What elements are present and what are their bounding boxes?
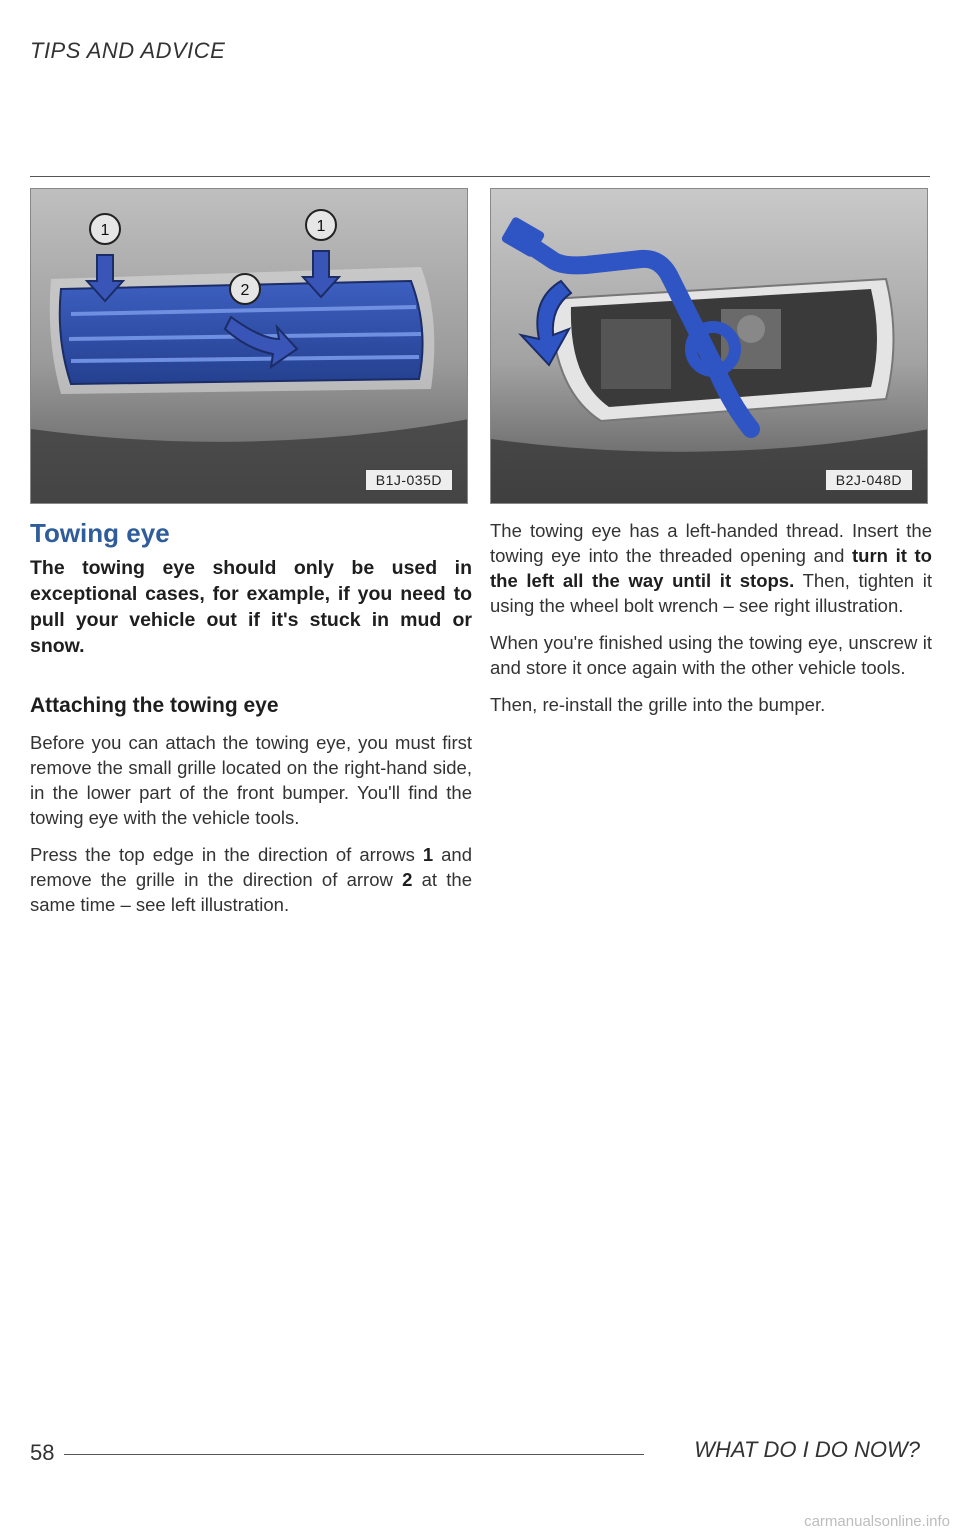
paragraph-remove-grille: Before you can attach the towing eye, you must first remove the small grille located on the right-hand side, in the lower part of the front bumper. You'll find the towing eye with the vehicle tools. <box>30 732 472 828</box>
left-body <box>30 730 472 929</box>
header-rule <box>30 176 930 177</box>
towing-eye-illustration <box>491 189 928 504</box>
subheading: Attaching the towing eye <box>30 694 279 717</box>
paragraph-store-eye: When you're finished using the towing eye, unscrew it and store it once again with the other vehicle tools. <box>490 632 932 678</box>
callout-1-right: 1 <box>316 218 326 235</box>
paragraph-insert-eye: The towing eye has a left-handed thread. Insert the towing eye into the threaded opening and turn it to the left all the way until it stops. Then, tighten it using the wheel bolt wrench – see right illustration. <box>490 520 933 616</box>
figure-code: B1J-035D <box>365 469 453 491</box>
lead-paragraph: The towing eye should only be used in exceptional cases, for example, if you need to pull your vehicle out if it's stuck in mud or snow. <box>30 557 472 657</box>
grille-illustration <box>31 189 468 504</box>
callout-2: 2 <box>240 282 250 299</box>
right-body <box>490 518 932 729</box>
section-header: TIPS AND ADVICE <box>30 38 226 63</box>
paragraph-press-edge: Press the top edge in the direction of arrows 1 and remove the grille in the direction of arrow 2 at the same time – see left illustration. <box>30 844 472 915</box>
figure-towing-eye-install <box>490 188 928 504</box>
paragraph-reinstall: Then, re-install the grille into the bumper. <box>490 694 826 715</box>
callout-1-left: 1 <box>100 222 110 239</box>
watermark: carmanualsonline.info <box>804 1513 950 1530</box>
footer-rule <box>64 1454 644 1455</box>
footer-section: WHAT DO I DO NOW? <box>694 1437 920 1462</box>
page-number: 58 <box>30 1440 55 1465</box>
section-title: Towing eye <box>30 518 170 548</box>
figure-grille-removal <box>30 188 468 504</box>
figure-code: B2J-048D <box>825 469 913 491</box>
